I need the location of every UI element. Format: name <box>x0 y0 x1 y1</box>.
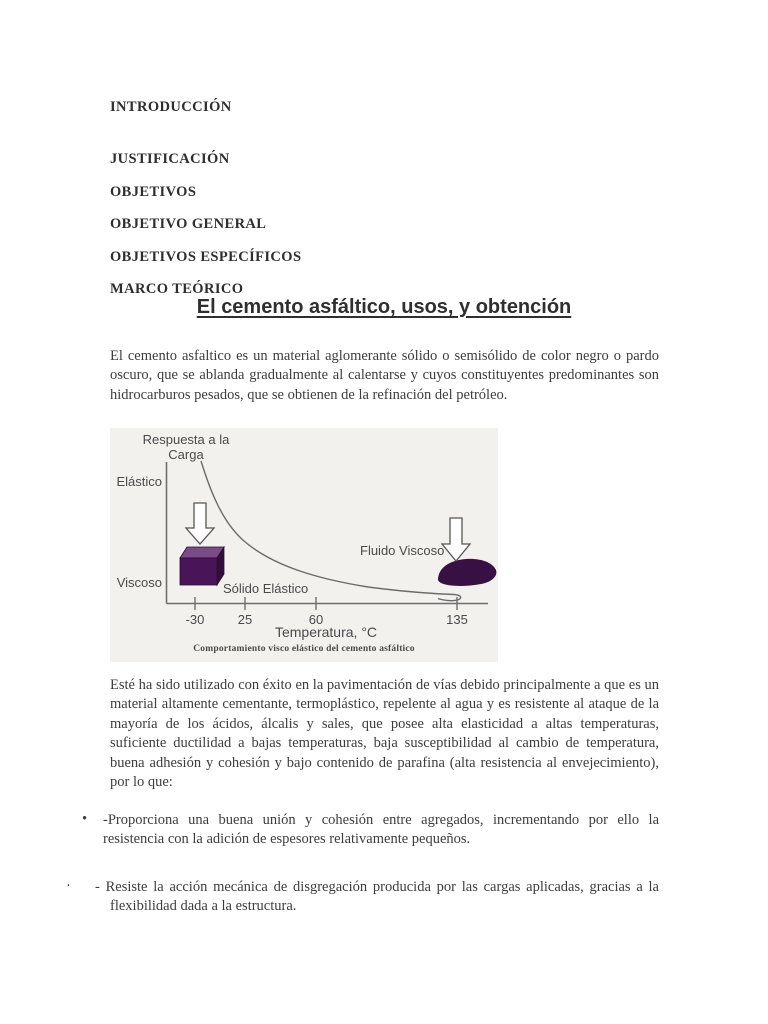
paragraph-uses: Esté ha sido utilizado con éxito en la pavimentación de vías debido principalmente a que es un material altamente cementante, termoplástico, repelente al agua y es resistente al ataque de la mayoría de los ácidos, álcalis y sales, que posee alta elasticidad a altas temperaturas, suficiente ductilidad a bajas temperaturas, baja susceptibilidad al cambio de temperatura, buena adhesión y cohesión y bajo contenido de parafina (alta resistencia al envejecimiento), por lo que: <box>110 677 659 791</box>
y-label-elastico: Elástico <box>116 474 162 489</box>
viscous-fluid-blob <box>438 559 496 586</box>
heading-justificacion: JUSTIFICACIÓN <box>110 151 230 167</box>
heading-marco-teorico: MARCO TEÓRICO <box>110 281 244 297</box>
page-title: El cemento asfáltico, usos, y obtención <box>196 296 572 318</box>
annotation-solido-elastico: Sólido Elástico <box>223 581 309 596</box>
annotation-fluido-viscoso: Fluido Viscoso <box>360 543 445 558</box>
viscoelastic-chart <box>110 428 498 662</box>
response-curve <box>201 461 461 601</box>
heading-introduccion: INTRODUCCIÓN <box>110 99 232 115</box>
heading-objetivos: OBJETIVOS <box>110 184 197 200</box>
paragraph-intro: El cemento asfaltico es un material aglomerante sólido o semisólido de color negro o pardo oscuro, que se ablanda gradualmente al calentarse y cuyos constituyentes predominantes son hidrocarburos pesados, que se obtienen de la refinación del petróleo. <box>110 348 659 403</box>
bullet-dot-icon: · <box>66 878 71 894</box>
x-tick-60: 60 <box>308 612 324 627</box>
x-tick-neg30: -30 <box>185 612 205 627</box>
x-axis-title: Temperatura, °C <box>274 624 378 640</box>
heading-objetivos-especificos: OBJETIVOS ESPECÍFICOS <box>110 249 302 265</box>
chart-title: Respuesta a la Carga <box>142 432 230 462</box>
bullet-dot-icon: • <box>82 811 88 827</box>
bullet-text: -Proporciona una buena unión y cohesión entre agregados, incrementando por ello la resistencia con la adición de espesores relativamente pequeños. <box>103 812 659 848</box>
heading-objetivo-general: OBJETIVO GENERAL <box>110 216 267 232</box>
down-arrow-left-icon <box>186 503 214 544</box>
down-arrow-right-icon <box>442 518 470 561</box>
bullet-text: - Resiste la acción mecánica de disgregación producida por las cargas aplicadas, gracias a la flexibilidad dada a la estructura. <box>95 879 659 915</box>
x-tick-135: 135 <box>446 612 468 627</box>
figure-caption: Comportamiento visco elástico del cemento asfáltico <box>193 644 415 654</box>
y-label-viscoso: Viscoso <box>116 575 162 590</box>
x-tick-25: 25 <box>237 612 253 627</box>
elastic-solid-cube <box>180 547 224 585</box>
